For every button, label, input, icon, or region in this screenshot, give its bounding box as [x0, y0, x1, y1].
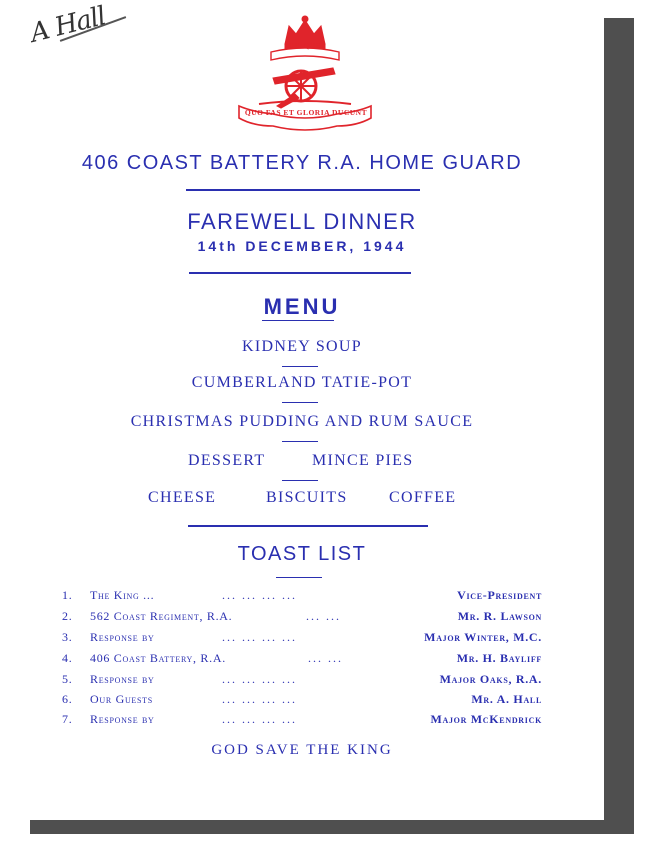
divider	[262, 320, 334, 321]
toast-proposer: Mr. A. Hall	[471, 692, 542, 706]
toast-row	[58, 630, 542, 650]
toast-row	[58, 651, 542, 671]
menu-item: CHRISTMAS PUDDING AND RUM SAUCE	[130, 413, 474, 430]
toast-number: 4.	[62, 651, 73, 665]
toast-number: 5.	[62, 672, 73, 686]
divider	[186, 189, 420, 191]
toast-row	[58, 692, 542, 712]
toast-number: 3.	[62, 630, 73, 644]
toast-proposer: Major McKendrick	[430, 712, 542, 726]
event-title: FAREWELL DINNER	[187, 209, 417, 234]
toast-text: Response by	[90, 672, 155, 686]
toast-number: 7.	[62, 712, 73, 726]
divider	[282, 366, 318, 367]
toast-leader: ... ...	[308, 651, 343, 665]
toast-proposer: Major Oaks, R.A.	[439, 672, 542, 686]
divider	[282, 441, 318, 442]
toast-text: The King ...	[90, 588, 155, 602]
toast-row	[58, 609, 542, 629]
toast-leader: ... ... ... ...	[222, 588, 297, 602]
closing-line: GOD SAVE THE KING	[211, 742, 393, 758]
menu-item: CHEESE	[148, 489, 217, 506]
menu-item: BISCUITS	[266, 489, 348, 506]
handwritten-signature: A Hall	[27, 1, 109, 49]
unit-title: 406 COAST BATTERY R.A. HOME GUARD	[81, 152, 523, 174]
divider	[282, 480, 318, 481]
toast-leader: ... ... ... ...	[222, 692, 297, 706]
toast-proposer: Major Winter, M.C.	[424, 630, 542, 644]
toast-text: Our Guests	[90, 692, 153, 706]
toast-row	[58, 712, 542, 732]
crest-motto-top: UBIQUE	[288, 42, 322, 50]
toast-row	[58, 672, 542, 692]
toast-proposer: Mr. R. Lawson	[457, 609, 542, 623]
toast-row	[58, 588, 542, 608]
toast-list-title: TOAST LIST	[237, 543, 367, 565]
toast-leader: ... ... ... ...	[222, 712, 297, 726]
menu-item: CUMBERLAND TATIE-POT	[191, 374, 413, 391]
crest-motto-bottom: QUO FAS ET GLORIA DUCUNT	[244, 108, 368, 117]
toast-proposer: Mr. H. Bayliff	[456, 651, 542, 665]
divider	[189, 272, 411, 274]
divider	[276, 577, 322, 578]
toast-text: 406 Coast Battery, R.A.	[90, 651, 226, 665]
toast-text: Response by	[90, 712, 155, 726]
toast-leader: ... ...	[306, 609, 341, 623]
toast-leader: ... ... ... ...	[222, 672, 297, 686]
dessert-label: DESSERT	[188, 452, 266, 469]
menu-item: KIDNEY SOUP	[242, 338, 362, 355]
toast-number: 1.	[62, 588, 73, 602]
menu-item: COFFEE	[389, 489, 457, 506]
menu-title: MENU	[263, 294, 341, 319]
dessert-value: MINCE PIES	[312, 452, 414, 469]
event-date: 14th DECEMBER, 1944	[197, 238, 407, 254]
toast-number: 6.	[62, 692, 73, 706]
toast-text: Response by	[90, 630, 155, 644]
toast-proposer: Vice-President	[457, 588, 542, 602]
divider	[282, 402, 318, 403]
toast-number: 2.	[62, 609, 73, 623]
toast-text: 562 Coast Regiment, R.A.	[90, 609, 233, 623]
divider	[188, 525, 428, 527]
toast-leader: ... ... ... ...	[222, 630, 297, 644]
